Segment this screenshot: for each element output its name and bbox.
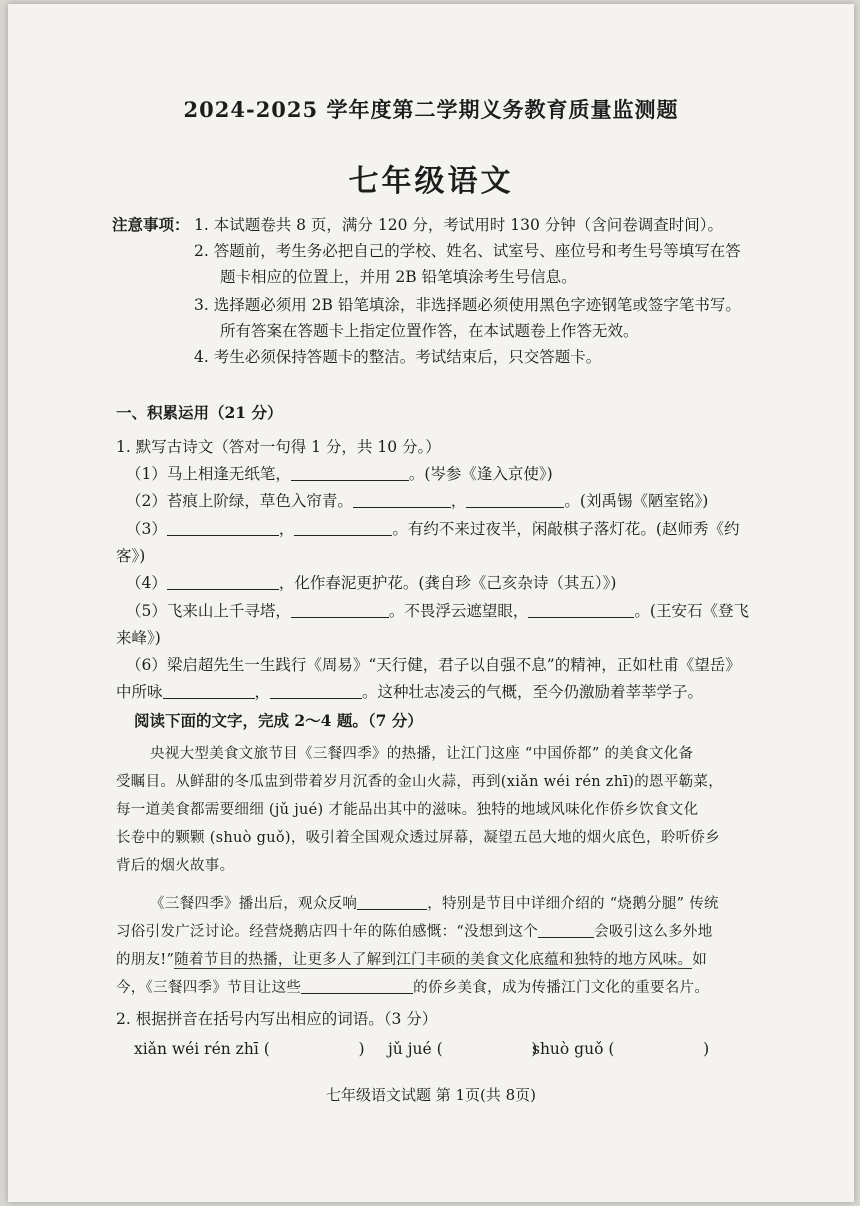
passage-line: 央视大型美食文旅节目《三餐四季》的热播，让江门这座 “中国侨都” 的美食文化备 <box>150 746 694 762</box>
notes-label: 注意事项： <box>112 215 190 234</box>
passage-line: 《三餐四季》播出后，观众反响 ，特别是节目中详细介绍的 “烧鹅分腿” 传统 <box>150 892 719 913</box>
page-footer: 七年级语文试题 第 1页(共 8页) <box>325 1086 537 1104</box>
passage-line: 今，《三餐四季》节目让这些 的侨乡美食，成为传播江门文化的重要名片。 <box>116 976 709 997</box>
q1-line-5-cont: 来峰》) <box>116 629 161 647</box>
q1-line-1: （1）马上相逢无纸笔， 。(岑参《逢入京使》) <box>126 465 553 483</box>
passage-line: 的朋友!”随着节目的热播，让更多人了解到江门丰硕的美食文化底蕴和独特的地方风味。如 <box>116 952 708 968</box>
q2-item: jǔ jué ( ) <box>388 1040 538 1058</box>
q1-line-6: （6）梁启超先生一生践行《周易》“天行健，君子以自强不息”的精神，正如杜甫《望岳》 <box>126 656 741 674</box>
q1-line-3: （3） ， 。有约不来过夜半，闲敲棋子落灯花。(赵师秀《约 <box>126 520 740 538</box>
answer-blank[interactable] <box>357 893 427 910</box>
answer-blank[interactable] <box>163 682 255 699</box>
passage-line: 每一道美食都需要细细 (jǔ jué) 才能品出其中的滋味。独特的地域风味化作侨乡饮食文化 <box>116 802 699 818</box>
passage-line: 背后的烟火故事。 <box>116 858 235 874</box>
subject-title: 七年级语文 <box>348 164 514 199</box>
answer-blank[interactable] <box>528 601 634 618</box>
q1-line-4: （4） ，化作春泥更护花。(龚自珍《己亥杂诗（其五）》) <box>126 574 617 592</box>
answer-bracket[interactable]: ( ) <box>263 1040 365 1058</box>
q1-line-6-cont: 中所咏 ， 。这种壮志凌云的气概，至今仍激励着莘莘学子。 <box>116 683 704 701</box>
passage-line: 长卷中的颗颗 (shuò guǒ)，吸引着全国观众透过屏幕，凝望五邑大地的烟火底色，聆听侨乡 <box>116 830 721 846</box>
question-1: 1. 默写古诗文（答对一句得 1 分，共 10 分。） <box>116 438 441 456</box>
answer-blank[interactable] <box>291 601 389 618</box>
note-item: 3. 选择题必须用 2B 铅笔填涂，非选择题必须使用黑色字迹钢笔或签字笔书写。 <box>194 296 741 314</box>
answer-blank[interactable] <box>353 491 451 508</box>
note-item: 所有答案在答题卡上指定位置作答，在本试题卷上作答无效。 <box>220 322 639 340</box>
answer-blank[interactable] <box>167 519 279 536</box>
exam-title: 2024-2025 学年度第二学期义务教育质量监测题 <box>183 97 679 122</box>
underlined-sentence: 随着节目的热播，让更多人了解到江门丰硕的美食文化底蕴和独特的地方风味。 <box>174 952 693 968</box>
passage-line: 受瞩目。从鲜甜的冬瓜盅到带着岁月沉香的金山火蒜，再到(xiǎn wéi rén zhī)的恩平簕菜， <box>116 774 724 790</box>
reading-intro: 阅读下面的文字，完成 2～4 题。（7 分） <box>134 711 423 730</box>
note-item: 题卡相应的位置上，并用 2B 铅笔填涂考生号信息。 <box>220 268 577 286</box>
answer-blank[interactable] <box>291 464 409 481</box>
answer-blank[interactable] <box>301 977 413 994</box>
answer-blank[interactable] <box>294 519 392 536</box>
note-item: 4. 考生必须保持答题卡的整洁。考试结束后，只交答题卡。 <box>194 348 602 366</box>
answer-blank[interactable] <box>270 682 362 699</box>
q1-line-3-cont: 客》) <box>116 547 146 565</box>
passage-line: 习俗引发广泛讨论。经营烧鹅店四十年的陈伯感慨：“没想到这个 会吸引这么多外地 <box>116 920 713 941</box>
q2-item: shuò guǒ ( ) <box>532 1040 710 1058</box>
exam-page <box>8 4 854 1202</box>
answer-bracket[interactable]: ( ) <box>608 1040 710 1058</box>
section-heading: 一、积累运用（21 分） <box>116 403 283 422</box>
q2-item: xiǎn wéi rén zhī ( ) <box>134 1040 365 1058</box>
answer-blank[interactable] <box>167 573 279 590</box>
note-item: 2. 答题前，考生务必把自己的学校、姓名、试室号、座位号和考生号等填写在答 <box>194 242 741 260</box>
question-2: 2. 根据拼音在括号内写出相应的词语。（3 分） <box>116 1010 438 1028</box>
answer-bracket[interactable]: ( ) <box>436 1040 538 1058</box>
note-item: 1. 本试题卷共 8 页，满分 120 分，考试用时 130 分钟（含问卷调查时间）。 <box>194 216 724 234</box>
q1-line-5: （5）飞来山上千寻塔， 。不畏浮云遮望眼， 。(王安石《登飞 <box>126 602 749 620</box>
answer-blank[interactable] <box>538 921 594 938</box>
q1-line-2: （2）苔痕上阶绿，草色入帘青。 ， 。(刘禹锡《陋室铭》) <box>126 492 709 510</box>
answer-blank[interactable] <box>466 491 564 508</box>
